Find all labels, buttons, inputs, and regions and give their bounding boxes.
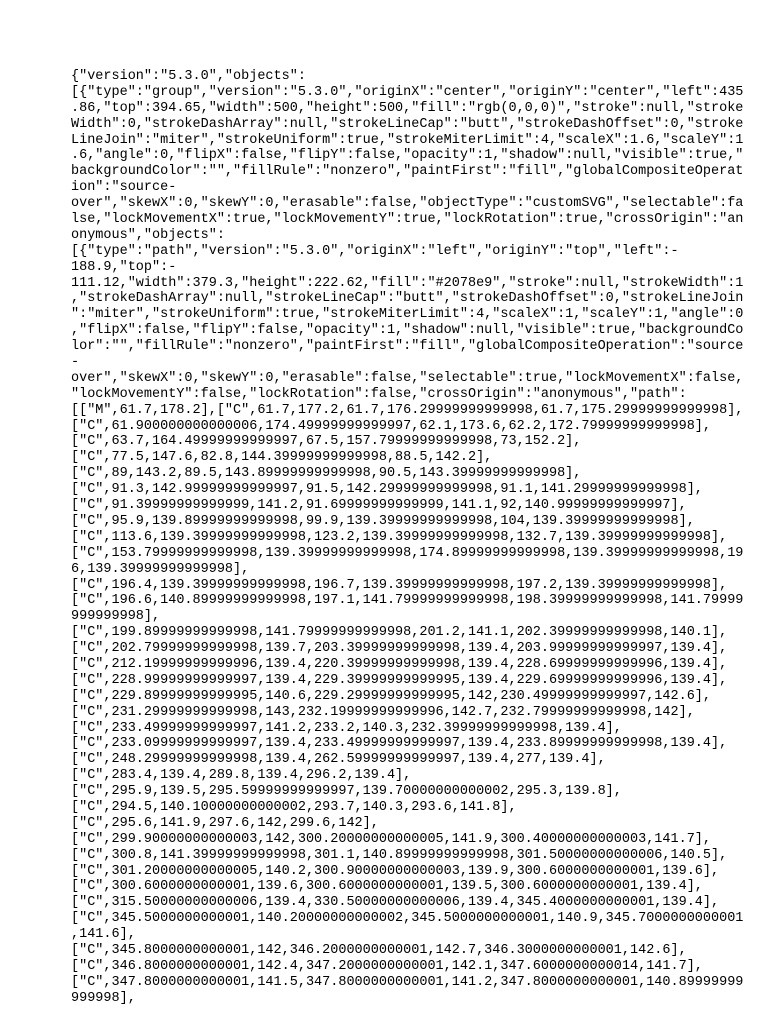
text-line: ,141.6], xyxy=(71,927,136,943)
text-line: ,"flipX":false,"flipY":false,"opacity":1,"shadow":null,"visible":true,"backgroundCo xyxy=(71,323,744,339)
json-text-document xyxy=(71,69,744,1007)
text-line: 999998], xyxy=(71,990,136,1006)
text-line: ["C",346.8000000000001,142.4,347.2000000000001,142.1,347.6000000000014,141.7], xyxy=(71,958,703,974)
text-line: "lockMovementY":false,"lockRotation":false,"crossOrigin":"anonymous","path": xyxy=(71,386,687,402)
text-line: ["C",202.79999999999998,139.7,203.39999999999998,139.4,203.99999999999997,139.4], xyxy=(71,641,728,657)
text-line: ["C",294.5,140.10000000000002,293.7,140.3,293.6,141.8], xyxy=(71,799,517,815)
text-line: {"version":"5.3.0","objects": xyxy=(71,69,306,84)
text-line: ["C",153.79999999999998,139.39999999999998,174.89999999999998,139.39999999999998,19 xyxy=(71,545,744,561)
text-line: [{"type":"path","version":"5.3.0","originX":"left","originY":"top","left":- xyxy=(71,243,679,259)
text-line: 111.12,"width":379.3,"height":222.62,"fill":"#2078e9","stroke":null,"strokeWidth":1 xyxy=(71,275,744,291)
text-line: .6,"angle":0,"flipX":false,"flipY":false,"opacity":1,"shadow":null,"visible":true," xyxy=(71,148,744,164)
text-line: ["C",295.9,139.5,295.59999999999997,139.70000000000002,295.3,139.8], xyxy=(71,784,622,800)
text-line: ["C",77.5,147.6,82.8,144.39999999999998,88.5,142.2], xyxy=(71,450,493,466)
text-line: ["C",283.4,139.4,289.8,139.4,296.2,139.4], xyxy=(71,768,412,784)
text-line: lor":"","fillRule":"nonzero","paintFirst":"fill","globalCompositeOperation":"source xyxy=(71,339,744,355)
text-line: ["C",212.19999999999996,139.4,220.39999999999998,139.4,228.69999999999996,139.4], xyxy=(71,656,728,672)
text-line: [{"type":"group","version":"5.3.0","originX":"center","originY":"center","left":435 xyxy=(71,84,744,100)
text-line: ["C",299.90000000000003,142,300.20000000000005,141.9,300.40000000000003,141.7], xyxy=(71,831,712,847)
text-line: ["C",233.09999999999997,139.4,233.49999999999997,139.4,233.89999999999998,139.4], xyxy=(71,736,728,752)
text-line: ["C",228.99999999999997,139.4,229.39999999999995,139.4,229.69999999999996,139.4], xyxy=(71,672,728,688)
text-line: ["C",345.8000000000001,142,346.2000000000001,142.7,346.3000000000001,142.6], xyxy=(71,942,687,958)
text-line: 6,139.39999999999998], xyxy=(71,561,250,577)
text-line: ["C",231.29999999999998,143,232.19999999999996,142.7,232.79999999999998,142], xyxy=(71,704,695,720)
text-line: ion":"source- xyxy=(71,180,177,196)
text-line: lse,"lockMovementX":true,"lockMovementY":true,"lockRotation":true,"crossOrigin":"an xyxy=(71,212,744,228)
text-line: ["C",345.5000000000001,140.20000000000002,345.5000000000001,140.9,345.7000000000001 xyxy=(71,911,744,927)
text-line: ["C",233.49999999999997,141.2,233.2,140.3,232.39999999999998,139.4], xyxy=(71,720,622,736)
text-line: .86,"top":394.65,"width":500,"height":500,"fill":"rgb(0,0,0)","stroke":null,"stroke xyxy=(71,100,744,116)
text-line: ["C",300.6000000000001,139.6,300.6000000000001,139.5,300.6000000000001,139.4], xyxy=(71,879,703,895)
text-line: ["C",315.50000000000006,139.4,330.50000000000006,139.4,345.4000000000001,139.4], xyxy=(71,895,720,911)
text-line: ["C",347.8000000000001,141.5,347.8000000000001,141.2,347.8000000000001,140.89999999 xyxy=(71,974,744,990)
text-line: ["C",229.89999999999995,140.6,229.29999999999995,142,230.49999999999997,142.6], xyxy=(71,688,712,704)
text-line: ["C",91.3,142.99999999999997,91.5,142.29999999999998,91.1,141.29999999999998], xyxy=(71,482,703,498)
text-line: onymous","objects": xyxy=(71,227,225,243)
text-line: over","skewX":0,"skewY":0,"erasable":false,"selectable":true,"lockMovementX":false, xyxy=(71,370,744,386)
text-line: ["C",199.89999999999998,141.79999999999998,201.2,141.1,202.39999999999998,140.1], xyxy=(71,625,728,641)
text-line: ["C",63.7,164.49999999999997,67.5,157.79999999999998,73,152.2], xyxy=(71,434,582,450)
text-line: ["C",89,143.2,89.5,143.89999999999998,90.5,143.39999999999998], xyxy=(71,466,582,482)
text-line: ["C",91.39999999999999,141.2,91.69999999999999,141.1,92,140.99999999999997], xyxy=(71,498,687,514)
text-line: ["C",300.8,141.39999999999998,301.1,140.89999999999998,301.50000000000006,140.5], xyxy=(71,847,728,863)
text-line: LineJoin":"miter","strokeUniform":true,"strokeMiterLimit":4,"scaleX":1.6,"scaleY":1 xyxy=(71,132,744,148)
text-line: [["M",61.7,178.2],["C",61.7,177.2,61.7,176.29999999999998,61.7,175.29999999999998], xyxy=(71,402,744,418)
text-line: ":"miter","strokeUniform":true,"strokeMiterLimit":4,"scaleX":1,"scaleY":1,"angle":0 xyxy=(71,307,744,323)
text-line: ["C",301.20000000000005,140.2,300.90000000000003,139.9,300.6000000000001,139.6], xyxy=(71,863,720,879)
text-line: - xyxy=(71,355,80,371)
text-line: ["C",196.4,139.39999999999998,196.7,139.39999999999998,197.2,139.39999999999998], xyxy=(71,577,728,593)
text-line: ["C",113.6,139.39999999999998,123.2,139.39999999999998,132.7,139.39999999999998], xyxy=(71,529,728,545)
text-line: 999999998], xyxy=(71,609,161,625)
text-line: ["C",248.29999999999998,139.4,262.59999999999997,139.4,277,139.4], xyxy=(71,752,606,768)
text-line: ["C",95.9,139.89999999999998,99.9,139.39999999999998,104,139.39999999999998], xyxy=(71,513,695,529)
text-line: backgroundColor":"","fillRule":"nonzero","paintFirst":"fill","globalCompositeOperat xyxy=(71,164,744,180)
text-line: ,"strokeDashArray":null,"strokeLineCap":"butt","strokeDashOffset":0,"strokeLineJoin xyxy=(71,291,744,307)
text-line: over","skewX":0,"skewY":0,"erasable":false,"objectType":"customSVG","selectable":fa xyxy=(71,196,744,212)
text-line: ["C",196.6,140.89999999999998,197.1,141.79999999999998,198.39999999999998,141.79999 xyxy=(71,593,744,609)
text-line: 188.9,"top":- xyxy=(71,259,177,275)
text-line: ["C",295.6,141.9,297.6,142,299.6,142], xyxy=(71,815,379,831)
text-line: Width":0,"strokeDashArray":null,"strokeLineCap":"butt","strokeDashOffset":0,"stroke xyxy=(71,116,744,132)
text-line: ["C",61.900000000000006,174.49999999999997,62.1,173.6,62.2,172.79999999999998], xyxy=(71,418,712,434)
